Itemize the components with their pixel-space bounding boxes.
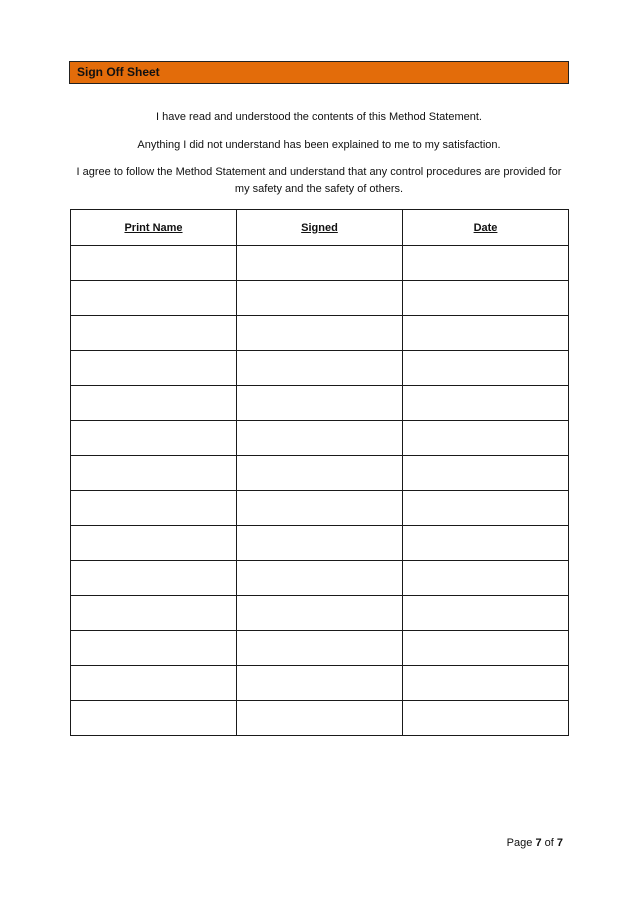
date-cell[interactable]	[403, 666, 569, 701]
total-pages-number: 7	[556, 837, 563, 849]
print-name-cell[interactable]	[71, 666, 237, 701]
page-label: Page	[506, 837, 533, 849]
date-cell[interactable]	[403, 526, 569, 561]
print-name-cell[interactable]	[71, 421, 237, 456]
statement-read-understood: I have read and understood the contents of this Method Statement.	[156, 111, 482, 123]
date-cell[interactable]	[403, 456, 569, 491]
table-row	[71, 631, 569, 666]
page-footer	[69, 836, 563, 850]
print-name-cell[interactable]	[71, 386, 237, 421]
table-row	[71, 456, 569, 491]
print-name-cell[interactable]	[71, 561, 237, 596]
column-header-signed: Signed	[237, 210, 403, 246]
signed-cell[interactable]	[237, 491, 403, 526]
print-name-cell[interactable]	[71, 596, 237, 631]
print-name-cell[interactable]	[71, 246, 237, 281]
column-header-date: Date	[403, 210, 569, 246]
date-cell[interactable]	[403, 386, 569, 421]
print-name-cell[interactable]	[71, 701, 237, 736]
signed-cell[interactable]	[237, 386, 403, 421]
date-cell[interactable]	[403, 701, 569, 736]
section-header-sign-off-sheet: Sign Off Sheet	[69, 61, 569, 84]
table-row	[71, 316, 569, 351]
signed-cell[interactable]	[237, 316, 403, 351]
table-row	[71, 386, 569, 421]
date-cell[interactable]	[403, 421, 569, 456]
current-page-number: 7	[535, 837, 542, 849]
table-row	[71, 421, 569, 456]
date-cell[interactable]	[403, 631, 569, 666]
signed-cell[interactable]	[237, 561, 403, 596]
print-name-cell[interactable]	[71, 281, 237, 316]
table-row	[71, 666, 569, 701]
signed-cell[interactable]	[237, 246, 403, 281]
date-cell[interactable]	[403, 561, 569, 596]
sign-off-rows	[71, 246, 569, 736]
statement-agree-follow: I agree to follow the Method Statement and understand that any control procedures are provided for my safety and the safety of others.	[76, 166, 562, 195]
signed-cell[interactable]	[237, 666, 403, 701]
print-name-cell[interactable]	[71, 491, 237, 526]
table-row	[71, 281, 569, 316]
table-row	[71, 701, 569, 736]
column-header-print-name: Print Name	[71, 210, 237, 246]
table-header-row	[71, 210, 569, 246]
table-row	[71, 561, 569, 596]
signed-cell[interactable]	[237, 351, 403, 386]
date-cell[interactable]	[403, 596, 569, 631]
table-row	[71, 246, 569, 281]
signed-cell[interactable]	[237, 701, 403, 736]
print-name-cell[interactable]	[71, 456, 237, 491]
signed-cell[interactable]	[237, 526, 403, 561]
of-label: of	[544, 837, 554, 849]
date-cell[interactable]	[403, 316, 569, 351]
table-row	[71, 491, 569, 526]
table-row	[71, 351, 569, 386]
statement-explained: Anything I did not understand has been explained to me to my satisfaction.	[137, 139, 501, 151]
print-name-cell[interactable]	[71, 631, 237, 666]
signed-cell[interactable]	[237, 281, 403, 316]
signed-cell[interactable]	[237, 631, 403, 666]
print-name-cell[interactable]	[71, 526, 237, 561]
signed-cell[interactable]	[237, 596, 403, 631]
print-name-cell[interactable]	[71, 316, 237, 351]
signed-cell[interactable]	[237, 421, 403, 456]
print-name-cell[interactable]	[71, 351, 237, 386]
date-cell[interactable]	[403, 351, 569, 386]
signed-cell[interactable]	[237, 456, 403, 491]
date-cell[interactable]	[403, 281, 569, 316]
table-row	[71, 526, 569, 561]
sign-off-table	[70, 209, 569, 736]
table-row	[71, 596, 569, 631]
date-cell[interactable]	[403, 246, 569, 281]
date-cell[interactable]	[403, 491, 569, 526]
